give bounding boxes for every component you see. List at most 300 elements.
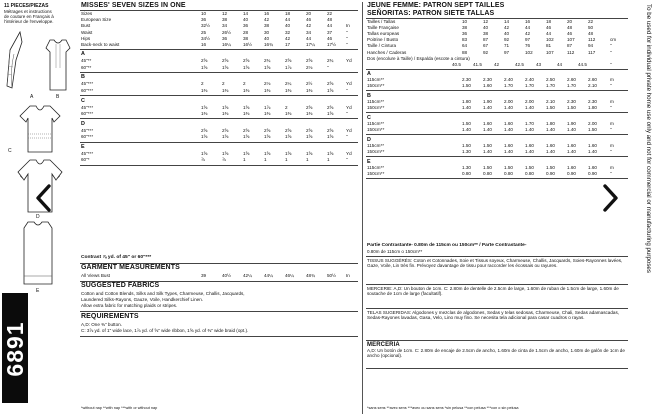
size-cell: 1.40 [483,127,492,133]
row-label: 150cm** [367,127,385,133]
size-cell: 1.60 [567,143,576,149]
yardage-row [80,58,358,63]
size-cell: 1⅝ [222,104,229,110]
jeune-title: JEUNE FEMME: PATRON SEPT TAILLES [367,2,505,9]
size-cell: 88 [462,49,468,55]
size-cell: 48 [567,25,573,31]
size-cell: 81 [546,43,552,49]
size-cell: 0.80 [525,171,534,177]
size-cell: 16¼ [222,42,231,47]
side-usage-note [641,0,655,418]
size-cell: 17½ [327,42,336,47]
size-cell: 42 [306,23,312,29]
size-cell: 1⅝ [327,111,334,116]
unit-cell: cm [610,37,617,43]
row-label: Sizes [81,11,93,16]
size-cell: 1.80 [588,105,597,111]
size-cell: 12 [222,11,228,16]
size-cell: 92 [483,49,489,55]
size-cell: 48¾ [306,273,315,278]
size-cell: 1⅝ [306,134,313,140]
size-cell: 1.40 [504,127,513,133]
size-cell: 1⅜ [243,87,250,93]
size-cell: 1.40 [546,149,555,155]
size-cell: 2⅝ [327,104,334,110]
size-cell: 46¼ [285,273,294,278]
size-cell: 1.70 [504,83,513,89]
row-label: 150cm** [367,171,385,177]
row-label: 60"*** [81,134,94,140]
size-cell: 1.90 [483,99,492,105]
view-label-d: D [36,214,40,220]
pattern-number-badge [2,293,28,403]
row-label: Taille Française [367,25,399,31]
size-cell: 44 [327,23,333,29]
row-label: 45"*** [81,81,94,87]
french-note-line-2: de couture en Français à [4,14,54,19]
view-header-b: B [367,92,371,99]
row-label: Waist [81,29,93,35]
size-cell: 44¼ [264,273,273,278]
size-cell: 14 [243,11,249,16]
meterage-row [366,99,628,104]
size-cell: 42 [285,35,291,41]
size-cell: 71 [504,43,510,49]
size-cell: 2⅛ [264,81,271,87]
size-cell: 112 [567,49,575,55]
view-header-e: E [367,158,371,165]
size-cell: 107 [546,49,554,55]
size-cell: 2⅝ [327,127,334,133]
size-cell: 1⅝ [327,87,334,93]
unit-cell: " [346,35,348,41]
size-cell: 16¾ [264,42,273,47]
view-header-a: A [367,70,371,77]
size-cell: 46 [306,17,312,23]
chevron-right-icon [599,183,621,213]
yardage-row [80,134,358,139]
size-cell: 2 [222,81,225,87]
size-cell: 34 [306,29,312,35]
size-cell: 2⅛ [306,64,313,70]
meterage-row [366,105,628,110]
size-cell: 1⅝ [264,134,271,140]
size-cell: 2.10 [546,99,555,105]
size-cell: 2.30 [588,99,597,105]
size-cell: 1⅝ [201,64,208,70]
size-cell: 1.60 [588,143,597,149]
size-cell: 94 [588,43,594,49]
row-label: 150cm** [367,149,385,155]
size-cell: 1.40 [462,127,471,133]
unit-cell: m [610,77,614,83]
size-cell: 1⅜ [306,87,313,93]
size-cell: 2⅝ [306,58,313,64]
size-cell: 102 [546,37,554,43]
size-row [80,42,358,47]
size-cell: 0.80 [483,171,492,177]
size-cell: 20 [567,19,573,24]
size-cell: 97 [525,37,531,43]
row-label: 60"*** [81,111,94,116]
size-cell: 2.50 [546,77,555,83]
size-cell: 2¾ [264,58,271,64]
size-cell: 112 [588,37,596,43]
view-header-c: C [367,114,371,121]
size-cell: 1.30 [462,165,471,171]
unit-cell: " [346,87,348,93]
size-cell: 2 [201,81,204,87]
size-cell: 1.80 [462,99,471,105]
size-cell: 30 [264,29,270,35]
size-cell: 22 [327,11,333,16]
size-cell: 2 [243,81,246,87]
size-cell: 1⅜ [285,111,292,116]
size-cell: 1.60 [483,121,492,127]
size-cell: 1.50 [546,165,555,171]
size-cell: 1.40 [525,149,534,155]
size-cell: 1.50 [525,165,534,171]
size-cell: 46 [546,25,552,31]
row-label: All Views Bust [81,273,111,278]
size-cell: 2⅝ [201,127,208,133]
size-cell: 1⅜ [222,111,229,116]
unit-cell: " [610,49,612,55]
view-header-d: D [367,136,371,143]
size-cell: 1.40 [567,149,576,155]
jeune-panel [366,2,628,416]
row-label: 115cm** [367,143,385,149]
row-label: European Size [81,17,112,23]
merceria-es: A,D: Un botón de 1cm. C: 2.80m de encaje de 2.5cm de ancho, 1.60m de cinta de 1.5cm de ancho, 1.60m de galón de 1cm de ancho (opcional). [367,348,625,359]
size-cell: 1⅝ [222,64,229,70]
view-header-c: C [81,97,85,104]
contrast-fr-line-1: Partie Contrastante- 0.80m de 115cm ou 150cm** / Parte Contrastante- [367,243,527,248]
size-cell: 1 [306,157,309,163]
size-cell: 20 [306,11,312,16]
view-a-illustration [6,30,36,92]
size-cell: 2.60 [567,77,576,83]
view-header-a: A [81,51,85,58]
size-cell: 34½ [201,35,210,41]
yardage-row [80,88,358,93]
side-usage-text: To be used for individual private home use only and not for commercial or manufacturing purposes [645,4,652,273]
yardage-row [80,105,358,110]
view-e-illustration [20,220,56,286]
view-label-c: C [8,148,12,154]
size-cell: 50 [588,25,594,31]
size-cell: 16½ [243,42,252,47]
size-cell: 1.70 [546,83,555,89]
size-cell: 1⅝ [201,134,208,140]
row-label: Poitrine / Busto [367,37,399,43]
pattern-number: 6891 [2,321,28,377]
size-cell: 46 [567,31,573,37]
size-cell: 42 [525,31,531,37]
size-cell: 1.50 [462,121,471,127]
garment-measurements-title: GARMENT MEASUREMENTS [81,264,180,271]
size-cell: 40 [243,17,249,23]
size-cell: 38 [462,25,468,31]
size-cell: 2.30 [567,99,576,105]
size-cell: 1⅝ [264,64,271,70]
size-cell: 0.90 [588,171,597,177]
size-cell: 25 [201,29,207,35]
size-cell: 10 [462,19,468,24]
garment-row [80,273,358,278]
size-cell: 2⅝ [306,127,313,133]
size-cell: 1.40 [525,127,534,133]
view-label-e: E [36,288,40,294]
size-cell: 40.5 [452,61,461,67]
size-cell: 1.60 [567,165,576,171]
size-cell: 1.40 [504,149,513,155]
size-cell: 1⅜ [201,111,208,116]
unit-cell: " [346,29,348,35]
size-cell: 83 [462,37,468,43]
size-cell: 1.90 [567,121,576,127]
size-cell: 2⅝ [222,58,229,64]
size-cell: 40 [483,25,489,31]
unit-cell: " [610,61,612,67]
size-cell: 18 [546,19,552,24]
unit-cell: " [610,43,612,49]
mercerie-fr: MERCERIE: A,D: Un bouton de 1cm. C: 2.80m de dentelle de 2.5cm de large, 1.60m de ruban de 1.5cm de large, 1.60m de soutache de 1cm de large (facultatif). [367,286,619,297]
size-cell: 1 [285,157,288,163]
yardage-row [80,65,358,70]
jeune-footnote: *sans sens **avec sens ***avec ou sans sens *sin pelusa **con pelusa ***con o sin pelusa [367,406,519,410]
size-cell: 48 [588,31,594,37]
size-cell: 28 [243,29,249,35]
size-cell: 1.60 [588,165,597,171]
misses-footnote: *without nap **with nap ***with or without nap [81,406,158,410]
meterage-row [366,143,628,148]
unit-cell: " [346,157,348,163]
prev-image-button[interactable] [33,183,55,213]
size-cell: 46 [327,35,333,41]
size-cell: 1⅝ [243,104,250,110]
size-cell: 1⅝ [201,104,208,110]
unit-cell: Yd [346,81,352,87]
size-row [366,25,628,30]
row-label: 115cm** [367,165,385,171]
size-cell: 1.70 [525,83,534,89]
size-cell: 14 [504,19,510,24]
fabrics-line-2: Laundered Silks-Rayons, Gauze, Voile, Handkerchief Linen. [81,297,204,302]
size-cell: 38 [222,17,228,23]
fabrics-line-1: Cotton and Cotton Blends, Silks and Silk Types, Charmeuse, Challis, Jacquards, [81,291,245,296]
size-cell: 44 [285,17,291,23]
size-cell: 1.50 [483,143,492,149]
row-label: Taille / Cintura [367,43,397,49]
view-label-a: A [30,94,34,100]
unit-cell: Yd [346,151,352,156]
size-cell: 102 [525,49,533,55]
size-cell: " [327,64,329,70]
size-cell: 18 [285,11,291,16]
size-cell: 1.40 [588,149,597,155]
size-cell: ⅞ [201,157,205,163]
size-cell: 1 [264,157,267,163]
row-label: 60"*** [81,87,94,93]
requirements-line-2: C: 3⅞ yd. of 1" wide lace, 1⅞ yd. of ⅝" wide ribbon, 1⅝ yd. of ⅜" wide braid (opt.). [81,328,249,333]
size-cell: 1.50 [567,105,576,111]
size-cell: 1⅜ [222,87,229,93]
size-cell: 34 [222,23,228,29]
size-cell: 42.5 [515,61,524,67]
contrast-fr-line-2: 0.80m de 115cm o 150cm** [367,249,423,254]
jeune-size-table [366,19,628,249]
french-note-line-1: Métrages et instructions [4,9,52,14]
garment-measurements-row [80,273,358,279]
meterage-row [366,149,628,154]
row-label: Back-neck to waist [81,42,120,47]
size-cell: 1.50 [546,105,555,111]
size-cell: 1⅝ [264,151,271,156]
size-cell: 1⅜ [243,111,250,116]
row-label: 150cm** [367,83,385,89]
size-cell: 1⅝ [285,134,292,140]
size-cell: 17 [285,42,291,47]
size-cell: 2.60 [588,77,597,83]
size-cell: 1.40 [546,127,555,133]
size-cell: 1⅝ [222,151,229,156]
size-cell: 44 [306,35,312,41]
size-cell: 2.00 [525,99,534,105]
size-cell: 10 [201,11,207,16]
dos-label: Dos (encolure à Taille) / Espalda (escote a cintura) [367,55,470,61]
unit-cell: Yd [346,127,352,133]
size-cell: 1.70 [567,83,576,89]
unit-cell: " [610,83,612,89]
size-cell: 64 [462,43,468,49]
misses-panel [80,2,358,416]
size-cell: 40 [285,23,291,29]
size-cell: 107 [567,37,575,43]
size-cell: 43 [536,61,542,67]
size-cell: 1.50 [483,165,492,171]
size-cell: 1.60 [504,143,513,149]
size-row [80,11,358,16]
size-cell: 1.50 [462,83,471,89]
french-note-line-3: l'intérieur de l'enveloppe. [4,19,54,24]
meterage-row [366,83,628,88]
size-row [366,19,628,24]
view-header-b: B [81,74,85,81]
size-cell: 42¼ [243,273,252,278]
size-cell: 2¼ [285,81,292,87]
size-cell: 1.60 [504,121,513,127]
size-cell: 38 [483,31,489,37]
size-cell: 2 [285,104,288,110]
tissus-suggeres: TISSUS SUGGÉRÉS: Coton et Cotonnades, Soie et Tissus soyeux, Charmeuse, Challis, Jacquards, Soies-Rayonnes lavées, Gaze, Voile, Lin très fin. Prévoyez davantage de tissu pour raccorder les écossais ou rayures. [367,258,623,269]
unit-cell: m [610,165,614,171]
view-header-e: E [81,144,85,150]
telas-sugeridas: TELAS SUGERIDAS: Algodones y mezclas de algodones, Sedas y telas sedosas, Charmeuse, Chali, Sedas adamascadas, Sedas-Rayones lavadas, Gasa, Velo, Lino muy fino. Se necesita tela adicional para casar cuadros o rayas. [367,310,620,321]
size-cell: 2⅝ [285,127,292,133]
row-label: 115cm** [367,99,385,105]
size-cell: 0.90 [567,171,576,177]
size-cell: 42 [494,61,500,67]
size-cell: 44 [557,61,563,67]
row-label: 60"* [81,157,90,163]
size-cell: 1⅝ [306,151,313,156]
requirements-line-1: A,D: One ⅜" button. [81,322,122,327]
size-cell: 2.00 [588,121,597,127]
size-cell: 32 [285,29,291,35]
size-cell: 44 [525,25,531,31]
size-cell: 40½ [222,273,231,278]
unit-cell: Yd [346,104,352,110]
size-cell: 16 [525,19,531,24]
size-cell: 1⅞ [285,64,292,70]
meterage-row [366,171,628,176]
size-cell: 36 [462,31,468,37]
size-cell: 36 [201,17,207,23]
size-cell: 87 [483,37,489,43]
size-cell: 38 [264,23,270,29]
size-cell: 36 [243,23,249,29]
size-cell: 44 [546,31,552,37]
size-cell: 2¾ [327,58,334,64]
size-cell: 2⅝ [243,58,250,64]
size-cell: 1.40 [462,105,471,111]
size-cell: 117 [588,49,596,55]
row-label: Bust [81,23,91,29]
unit-cell: " [610,105,612,111]
size-cell: 0.80 [504,171,513,177]
meterage-row [366,127,628,132]
row-label: 45"** [81,58,92,64]
size-cell: 42 [504,25,510,31]
unit-cell: " [346,134,348,140]
size-cell: 16 [201,42,207,47]
size-cell: 48 [327,17,333,23]
misses-title: MISSES' SEVEN SIZES IN ONE [81,2,186,9]
size-cell: 2⅝ [201,58,208,64]
misses-contrast: Contrast ⅞ yd. of 45" or 60"*** [81,255,152,260]
yardage-row [80,81,358,86]
yardage-row [80,151,358,156]
meterage-row [366,121,628,126]
size-cell: 1⅝ [285,151,292,156]
size-cell: 38 [243,35,249,41]
size-cell: 12 [483,19,489,24]
yardage-row [80,128,358,133]
yardage-row [80,157,358,162]
size-cell: 1.50 [462,143,471,149]
size-cell: 1.60 [483,83,492,89]
size-cell: 1.40 [504,105,513,111]
size-cell: 2.30 [462,77,471,83]
size-row [366,31,628,36]
size-cell: 0.90 [546,171,555,177]
size-cell: 1⅝ [243,64,250,70]
size-cell: 1⅜ [264,87,271,93]
meterage-row [366,165,628,170]
size-cell: 22 [588,19,594,24]
size-cell: 1⅝ [243,151,250,156]
unit-cell: " [610,149,612,155]
meterage-row [366,77,628,82]
next-image-button[interactable] [599,183,621,213]
unit-cell: m [610,99,614,105]
row-label: 115cm** [367,121,385,127]
size-cell: 2.40 [504,77,513,83]
view-label-b: B [56,94,60,100]
row-label: Tailles / Tallas [367,19,396,24]
suggested-fabrics-title: SUGGESTED FABRICS [81,282,160,289]
